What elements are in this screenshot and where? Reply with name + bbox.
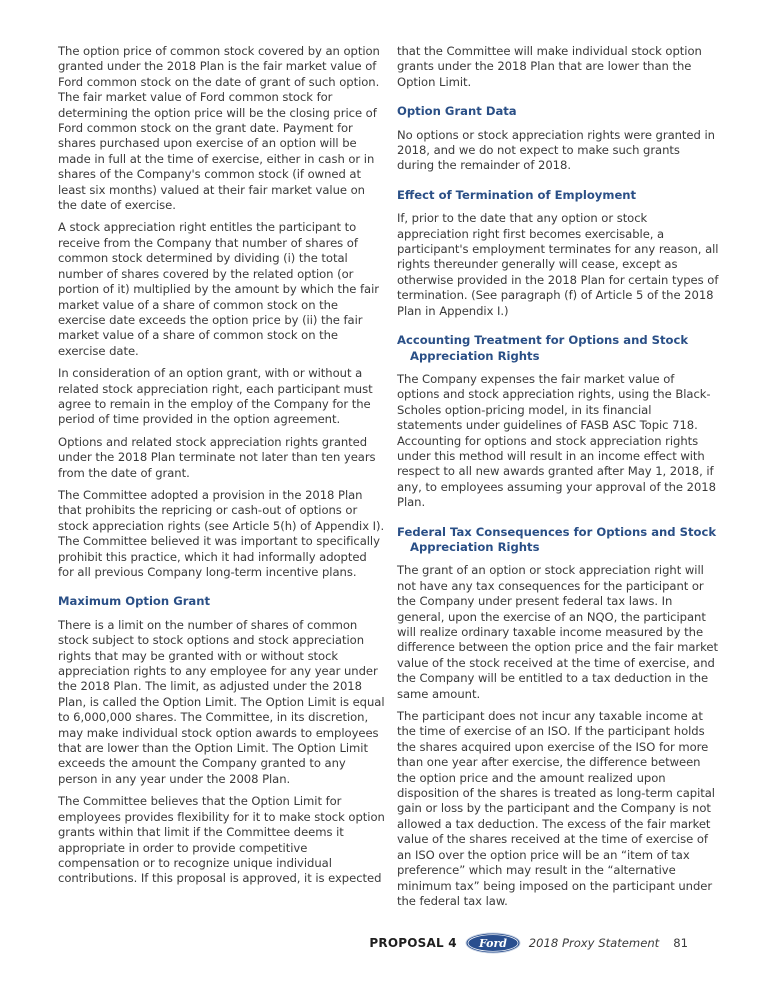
paragraph-option-limit: There is a limit on the number of shares of common stock subject to stock options and stock appreciation rights that may be granted with or without stock appreciation rights to any employee for any year under the 2018 Plan. The limit, as adjusted under the 2018 Plan, is called the Option Limit. The Option Limit is equal to 6,000,000 shares. The Committee, in its discretion, may make individual stock option awards to employees that are lower than the Option Limit. The Option Limit exceeds the amount the Company granted to any person in any year under the 2008 Plan.: [58, 617, 385, 786]
paragraph-option-limit-flexibility: The Committee believes that the Option Limit for employees provides flexibility for it to make stock option grants within that limit if the Committee deems it appropriate in order to provide competitive compensation or to recognize unique individual contributions. If this proposal is approved, it is expected: [58, 794, 385, 886]
footer-document-title: 2018 Proxy Statement: [528, 936, 660, 950]
heading-accounting-line1: Accounting Treatment for Options and Stock: [397, 333, 689, 348]
paragraph-continuation: that the Committee will make individual stock option grants under the 2018 Plan that are lower than the Option Limit.: [397, 44, 702, 89]
heading-maximum-option-grant: Maximum Option Grant: [58, 594, 211, 609]
page-number: 81: [673, 936, 688, 950]
left-column: [58, 44, 386, 894]
heading-federal-tax: [397, 525, 719, 556]
paragraph-consideration: In consideration of an option grant, with or without a related stock appreciation right, each participant must agree to remain in the employ of the Company for the period of time provided in the option agreement.: [58, 366, 373, 427]
footer-section-label: PROPOSAL 4: [369, 936, 457, 950]
paragraph-option-grant-data: No options or stock appreciation rights were granted in 2018, and we do not expect to make such grants during the remainder of 2018.: [397, 127, 715, 173]
heading-option-grant-data: Option Grant Data: [397, 104, 517, 119]
heading-federal-tax-line1: Federal Tax Consequences for Options and Stock: [397, 524, 717, 539]
svg-text:Ford: Ford: [478, 937, 507, 950]
heading-accounting-line2: Appreciation Rights: [410, 348, 540, 363]
ford-logo-icon: [465, 932, 521, 954]
paragraph-federal-tax-nqo: The grant of an option or stock appreciation right will not have any tax consequences for the participant or the Company under present federal tax laws. In general, upon the exercise of an NQO, the participant will realize ordinary taxable income measured by the difference between the option price and the fair market value of the stock received at the time of exercise, and the Company will be entitled to a tax deduction in the same amount.: [397, 563, 718, 701]
paragraph-option-price: The option price of common stock covered by an option granted under the 2018 Plan is the fair market value of Ford common stock on the date of grant of such option. The fair market value of Ford common stock for determining the option price will be the closing price of Ford common stock on the grant date. Payment for shares purchased upon exercise of an option will be made in full at the time of exercise, either in cash or in shares of the Company's common stock (if owned at least six months) valued at their fair market value on the date of exercise.: [58, 44, 380, 213]
paragraph-termination-term: Options and related stock appreciation rights granted under the 2018 Plan terminate not later than ten years from the date of grant.: [58, 434, 376, 480]
heading-federal-tax-line2: Appreciation Rights: [410, 539, 540, 554]
right-column: [397, 44, 719, 916]
page-footer: [369, 932, 688, 954]
heading-termination: Effect of Termination of Employment: [397, 187, 637, 202]
paragraph-repricing-prohibition: The Committee adopted a provision in the 2018 Plan that prohibits the repricing or cash-out of options or stock appreciation rights (see Article 5(h) of Appendix I). The Committee believed it was important to specifically prohibit this practice, which it had informally adopted for all previous Company long-term incentive plans.: [58, 487, 385, 579]
paragraph-accounting: The Company expenses the fair market value of options and stock appreciation rights, using the Black-Scholes option-pricing model, in its financial statements under guidelines of FASB ASC Topic 718. Accounting for options and stock appreciation rights under this method will result in an income effect with respect to all new awards granted after May 1, 2018, if any, to employees assuming your approval of the 2018 Plan.: [397, 371, 716, 510]
paragraph-stock-appreciation-right: A stock appreciation right entitles the participant to receive from the Company that number of shares of common stock determined by dividing (i) the total number of shares covered by the related option (or portion of it) multiplied by the amount by which the fair market value of a share of common stock on the exercise date exceeds the option price by (ii) the fair market value of a share of common stock on the exercise date.: [58, 220, 379, 358]
paragraph-termination: If, prior to the date that any option or stock appreciation right first becomes exercisable, a participant's employment terminates for any reason, all rights thereunder generally will cease, except as otherwise provided in the 2018 Plan for certain types of termination. (See paragraph (f) of Article 5 of the 2018 Plan in Appendix I.): [397, 211, 719, 318]
paragraph-federal-tax-iso: The participant does not incur any taxable income at the time of exercise of an ISO. If the participant holds the shares acquired upon exercise of the ISO for more than one year after exercise, the difference between the option price and the amount realized upon disposition of the shares is treated as long-term capital gain or loss by the participant and the Company is not allowed a tax deduction. The excess of the fair market value of the shares received at the time of exercise of an ISO over the option price will be an “item of tax preference” which may result in the “alternative minimum tax” being imposed on the participant under the federal tax law.: [397, 709, 715, 908]
heading-accounting-treatment: [397, 333, 719, 364]
